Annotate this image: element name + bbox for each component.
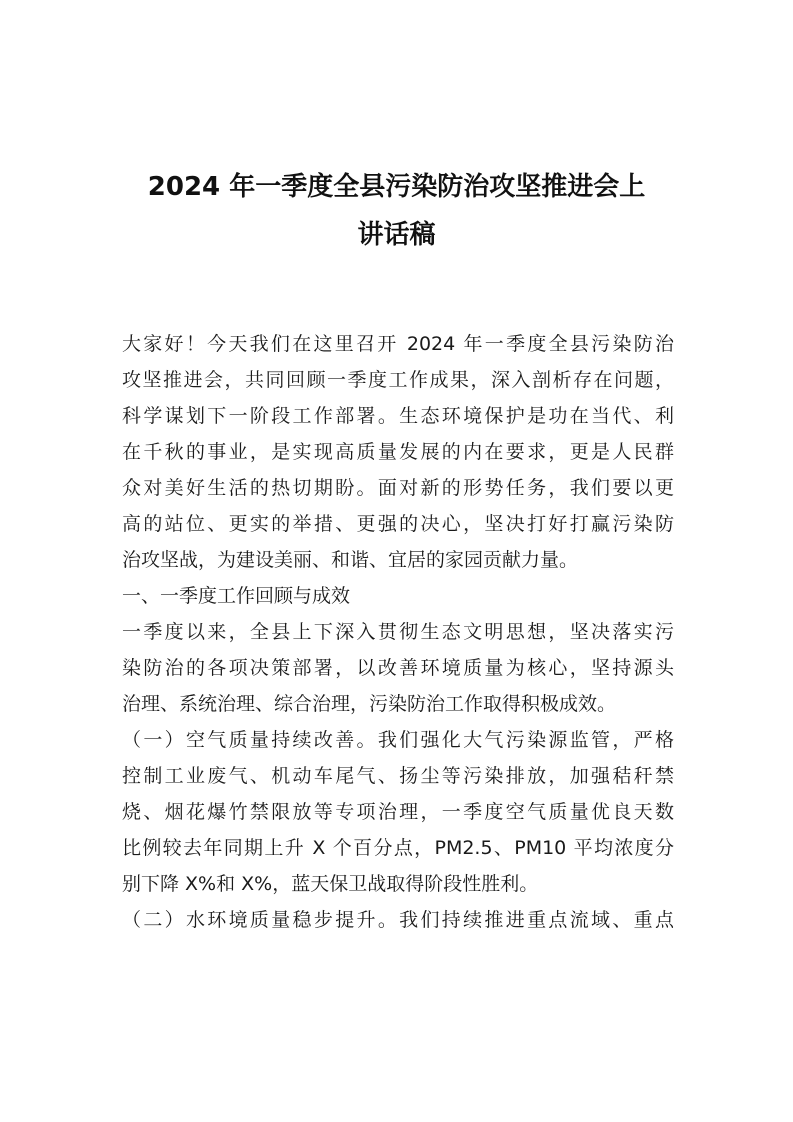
document-body: [122, 326, 674, 938]
body-line: （二）水环境质量稳步提升。我们持续推进重点流域、重点: [122, 909, 674, 931]
body-line: 科学谋划下一阶段工作部署。生态环境保护是功在当代、利: [122, 405, 674, 427]
body-line: 治攻坚战，为建设美丽、和谐、宜居的家园贡献力量。: [122, 549, 579, 571]
body-line: 众对美好生活的热切期盼。面对新的形势任务，我们要以更: [122, 477, 674, 499]
document-title: [110, 163, 683, 259]
body-line: 染防治的各项决策部署，以改善环境质量为核心，坚持源头: [122, 657, 674, 679]
body-line: （一）空气质量持续改善。我们强化大气污染源监管，严格: [122, 729, 674, 751]
body-line: 高的站位、更实的举措、更强的决心，坚决打好打赢污染防: [122, 513, 674, 535]
title-line-2: 讲话稿: [357, 220, 436, 250]
body-line: 一、一季度工作回顾与成效: [122, 585, 351, 607]
title-line-1: 2024 年一季度全县污染防治攻坚推进会上: [147, 172, 646, 202]
body-line: 别下降 X%和 X%，蓝天保卫战取得阶段性胜利。: [122, 873, 539, 895]
body-line: 大家好！今天我们在这里召开 2024 年一季度全县污染防治: [122, 333, 674, 355]
body-line: 在千秋的事业，是实现高质量发展的内在要求，更是人民群: [122, 441, 674, 463]
body-line: 一季度以来，全县上下深入贯彻生态文明思想，坚决落实污: [122, 621, 674, 643]
body-line: 治理、系统治理、综合治理，污染防治工作取得积极成效。: [122, 693, 617, 715]
body-line: 比例较去年同期上升 X 个百分点，PM2.5、PM10 平均浓度分: [122, 837, 674, 859]
body-line: 烧、烟花爆竹禁限放等专项治理，一季度空气质量优良天数: [122, 801, 674, 823]
body-line: 攻坚推进会，共同回顾一季度工作成果，深入剖析存在问题，: [122, 369, 674, 391]
body-line: 控制工业废气、机动车尾气、扬尘等污染排放，加强秸秆禁: [122, 765, 674, 787]
